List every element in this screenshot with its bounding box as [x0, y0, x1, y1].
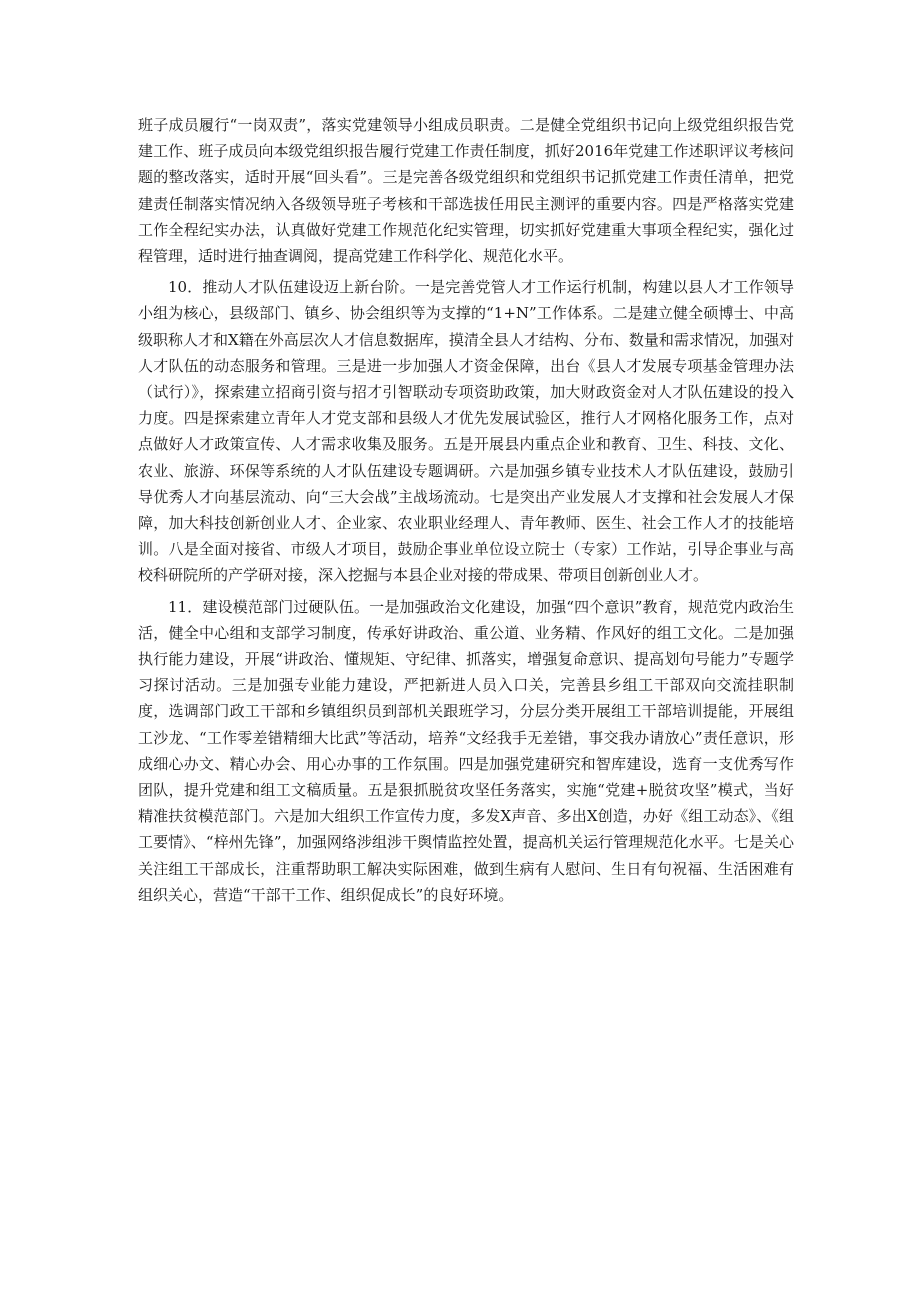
document-page — [138, 112, 794, 913]
paragraph-party-building-responsibility: 班子成员履行“一岗双责”，落实党建领导小组成员职责。二是健全党组织书记向上级党组织报告党建工作、班子成员向本级党组织报告履行党建工作责任制度，抓好2016年党建工作述职评议考核问题的整改落实，适时开展“回头看”。三是完善各级党组织和党组织书记抓党建工作责任清单，把党建责任制落实情况纳入各级领导班子考核和干部选拔任用民主测评的重要内容。四是严格落实党建工作全程纪实办法，认真做好党建工作规范化纪实管理，切实抓好党建重大事项全程纪实，强化过程管理，适时进行抽查调阅，提高党建工作科学化、规范化水平。 — [138, 116, 794, 266]
paragraph-talent-team-building: 10．推动人才队伍建设迈上新台阶。一是完善党管人才工作运行机制，构建以县人才工作领导小组为核心，县级部门、镇乡、协会组织等为支撑的“1+N”工作体系。二是建立健全硕博士、中高级职称人才和X籍在外高层次人才信息数据库，摸清全县人才结构、分布、数量和需求情况，加强对人才队伍的动态服务和管理。三是进一步加强人才资金保障，出台《县人才发展专项基金管理办法（试行）》，探索建立招商引资与招才引智联动专项资助政策，加大财政资金对人才队伍建设的投入力度。四是探索建立青年人才党支部和县级人才优先发展试验区，推行人才网格化服务工作，点对点做好人才政策宣传、人才需求收集及服务。五是开展县内重点企业和教育、卫生、科技、文化、农业、旅游、环保等系统的人才队伍建设专题调研。六是加强乡镇专业技术人才队伍建设，鼓励引导优秀人才向基层流动、向“三大会战”主战场流动。七是突出产业发展人才支撑和社会发展人才保障，加大科技创新创业人才、企业家、农业职业经理人、青年教师、医生、社会工作人才的技能培训。八是全面对接省、市级人才项目，鼓励企事业单位设立院士（专家）工作站，引导企事业与高校科研院所的产学研对接，深入挖掘与本县企业对接的带成果、带项目创新创业人才。 — [138, 278, 794, 585]
paragraph-model-department: 11．建设模范部门过硬队伍。一是加强政治文化建设，加强“四个意识”教育，规范党内政治生活，健全中心组和支部学习制度，传承好讲政治、重公道、业务精、作风好的组工文化。二是加强执行能力建设，开展“讲政治、懂规矩、守纪律、抓落实，增强复命意识、提高划句号能力”专题学习探讨活动。三是加强专业能力建设，严把新进人员入口关，完善县乡组工干部双向交流挂职制度，选调部门政工干部和乡镇组织员到部机关跟班学习，分层分类开展组工干部培训提能，开展组工沙龙、“工作零差错精细大比武”等活动，培养“文经我手无差错，事交我办请放心”责任意识，形成细心办文、精心办会、用心办事的工作氛围。四是加强党建研究和智库建设，选育一支优秀写作团队，提升党建和组工文稿质量。五是狠抓脱贫攻坚任务落实，实施“党建+脱贫攻坚”模式，当好精准扶贫模范部门。六是加大组织工作宣传力度，多发X声音、多出X创造，办好《组工动态》、《组工要情》、“梓州先锋”，加强网络涉组涉干舆情监控处置，提高机关运行管理规范化水平。七是关心关注组工干部成长，注重帮助职工解决实际困难，做到生病有人慰问、生日有句祝福、生活困难有组织关心，营造“干部干工作、组织促成长”的良好环境。 — [138, 597, 794, 904]
